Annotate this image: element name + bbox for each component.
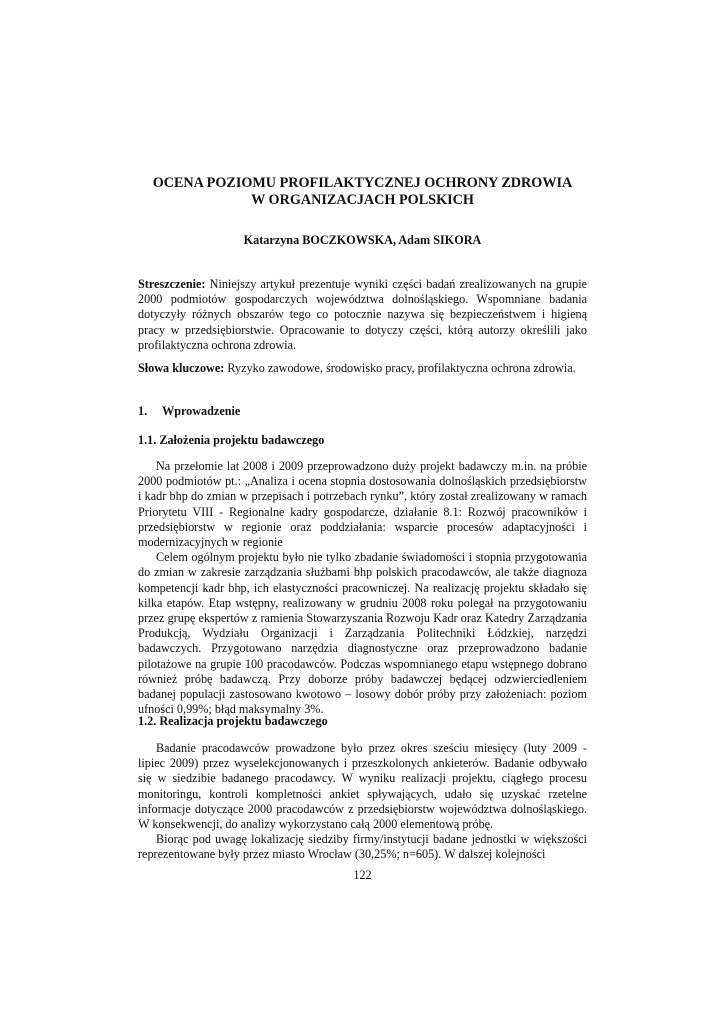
subsection-heading-1-1: 1.1. Założenia projektu badawczego — [138, 433, 325, 447]
keywords-text: Ryzyko zawodowe, środowisko pracy, profilaktyczna ochrona zdrowia. — [224, 361, 576, 375]
keywords — [138, 361, 587, 376]
paper-authors: Katarzyna BOCZKOWSKA, Adam SIKORA — [243, 233, 482, 247]
paragraph: Biorąc pod uwagę lokalizację siedziby firmy/instytucji badane jednostki w większości reprezentowane były przez miasto Wrocław (30,25%; n=605). W dalszej kolejności — [138, 832, 587, 862]
subsection-heading-1-2: 1.2. Realizacja projektu badawczego — [138, 714, 328, 728]
paragraph: Celem ogólnym projektu było nie tylko zbadanie świadomości i stopnia przygotowania do zmian w zakresie zarządzania służbami bhp polskich pracodawców, ale także diagnoza kompetencji kadr bhp, ich elastyczności pracowniczej. Na realizację projektu składało się kilka etapów. Etap wstępny, realizowany w grudniu 2008 roku polegał na przygotowaniu przez grupę ekspertów z ramienia Stowarzyszania Rozwoju Kadr oraz Katedry Zarządzania Produkcją, Wydziału Organizacji i Zarządzania Politechniki Łódzkiej, narzędzi badawczych. Przygotowano narzędzia diagnostyczne oraz przeprowadzono badanie pilotażowe na grupie 100 pracodawców. Podczas wspomnianego etapu wstępnego dobrano również próbę badawczą. Przy doborze próby badawczej będącej odzwierciedleniem badanej populacji zastosowano kwotowo – losowy dobór próby przy założeniach: poziom ufności 0,99%; błąd maksymalny 3%. — [138, 550, 587, 717]
paper-title-line1: OCENA POZIOMU PROFILAKTYCZNEJ OCHRONY ZDROWIA — [152, 175, 573, 191]
paper-title — [138, 175, 587, 209]
section-title: Wprowadzenie — [162, 404, 241, 418]
subsection-1-1-body — [138, 459, 587, 717]
abstract — [138, 277, 587, 353]
keywords-label: Słowa kluczowe: — [138, 361, 225, 375]
abstract-text: Niniejszy artykuł prezentuje wyniki części badań zrealizowanych na grupie 2000 podmiotów gospodarczych województwa dolnośląskiego. Wspomniane badania dotyczyły różnych obszarów tego co potocznie nazywa się bezpieczeństwem i higieną pracy w przedsiębiorstwie. Opracowanie to dotyczy części, którą autorzy określili jako profilaktyczna ochrona zdrowia. — [138, 277, 587, 352]
paragraph: Na przełomie lat 2008 i 2009 przeprowadzono duży projekt badawczy m.in. na próbie 2000 podmiotów pt.: „Analiza i ocena stopnia dostosowania dolnośląskich przedsiębiorstw i kadr bhp do zmian w przepisach i potrzebach rynku”, który został zrealizowany w ramach Priorytetu VIII - Regionalne kadry gospodarcze, działanie 8.1: Rozwój pracowników i przedsiębiorstw w regionie oraz poddziałania: wsparcie procesów adaptacyjności i modernizacyjnych w regionie — [138, 459, 587, 550]
subsection-1-2-body — [138, 741, 587, 863]
paper-page — [138, 0, 587, 1024]
paragraph: Badanie pracodawców prowadzone było przez okres sześciu miesięcy (luty 2009 - lipiec 2009) przez wyselekcjonowanych i przeszkolonych ankieterów. Badanie odbywało się w siedzibie badanego pracodawcy. W wyniku realizacji projektu, ciągłego procesu monitoringu, kontroli kompletności ankiet spływających, udało się uzyskać rzetelne informacje dotyczące 2000 pracodawców z przedsiębiorstw województwa dolnośląskiego. W konsekwencji, do analizy wykorzystano całą 2000 elementową próbę. — [138, 741, 587, 832]
section-number: 1. — [138, 404, 148, 418]
abstract-label: Streszczenie: — [138, 277, 206, 291]
section-heading — [138, 404, 240, 419]
page-number: 122 — [353, 868, 372, 882]
paper-title-line2: W ORGANIZACJACH POLSKICH — [251, 192, 474, 208]
